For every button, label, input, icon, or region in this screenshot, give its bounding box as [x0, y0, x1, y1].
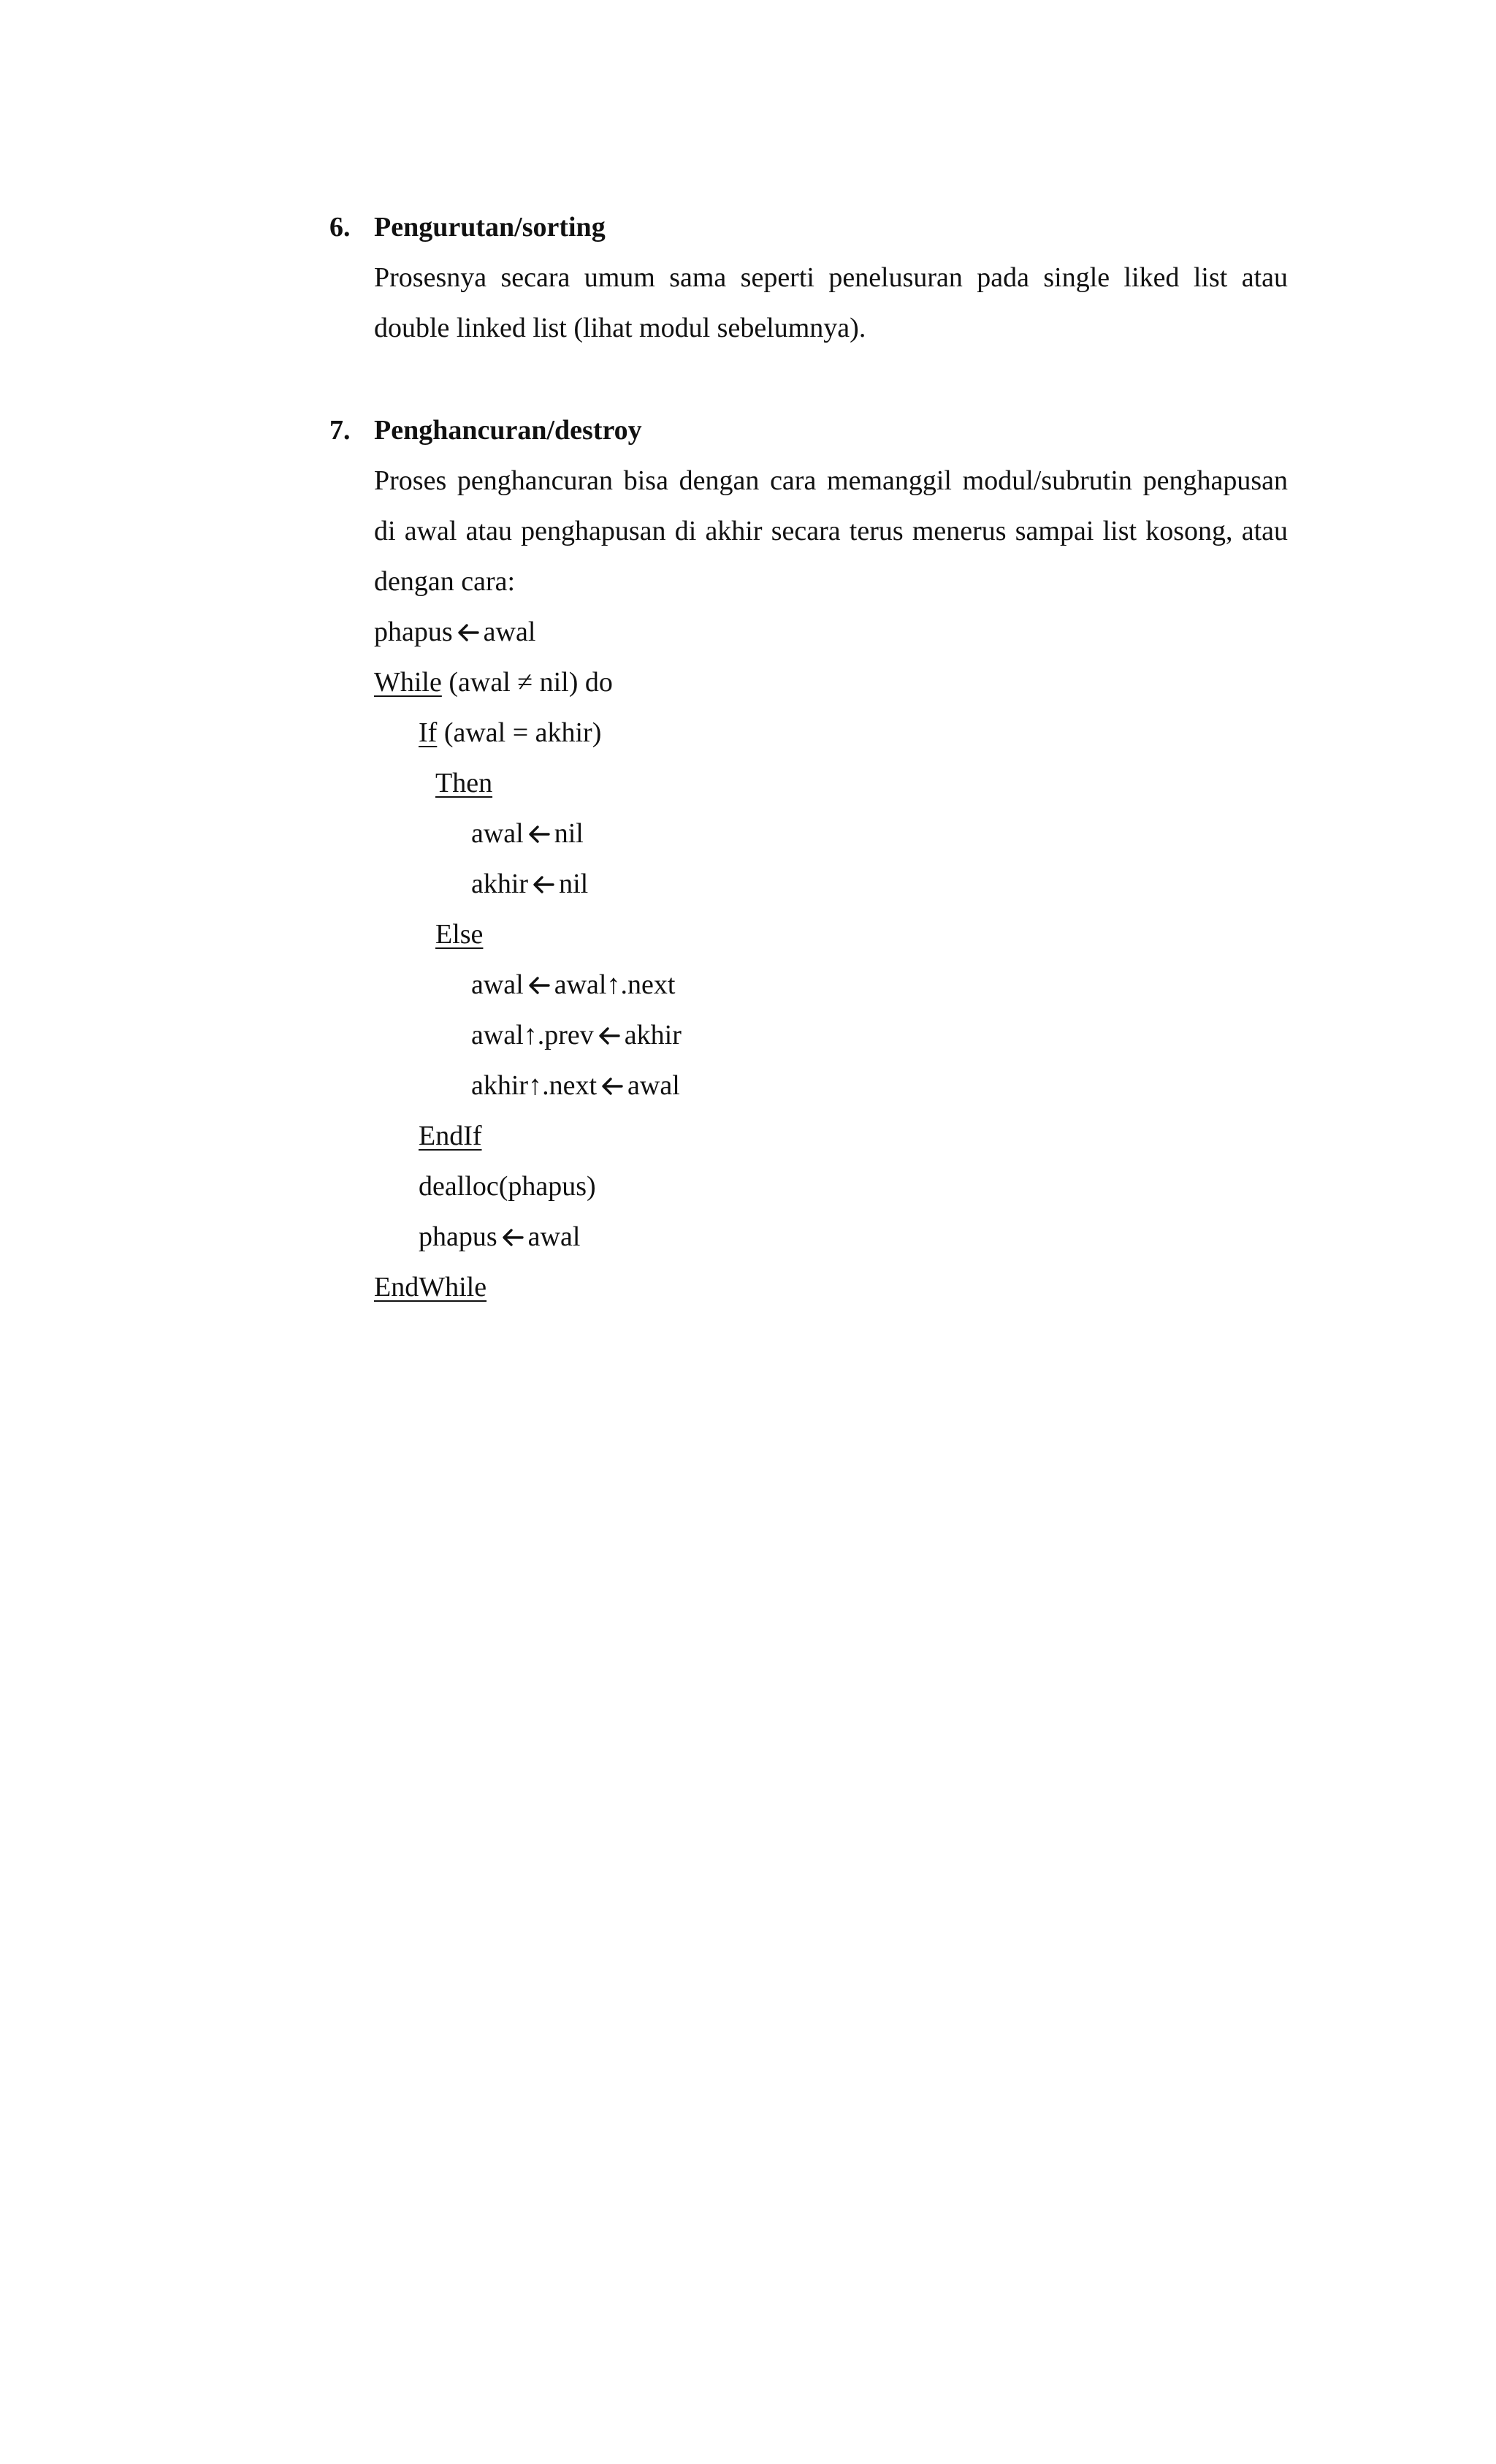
code-line-4 [374, 758, 1288, 809]
section-6-title: Pengurutan/sorting [374, 212, 606, 243]
keyword-then: Then [435, 768, 493, 798]
code-line-1: phapus awal [374, 617, 536, 647]
section-7-body [374, 405, 1288, 1313]
keyword-endwhile: EndWhile [374, 1272, 487, 1302]
code-line-10: akhir↑.next awal [471, 1070, 680, 1101]
left-arrow-icon [531, 874, 556, 895]
keyword-if: If [419, 717, 438, 748]
keyword-else: Else [435, 919, 484, 950]
code-line-9: awal↑.prev akhir [471, 1020, 682, 1050]
pseudocode-block [374, 607, 1288, 1313]
code-line-13: phapus awal [419, 1221, 581, 1252]
code-line-5: awal nil [471, 818, 584, 849]
section-7-title: Penghancuran/destroy [374, 415, 642, 446]
code-line-6: akhir nil [471, 869, 589, 899]
code-line-14 [374, 1262, 1288, 1313]
left-arrow-icon [600, 1076, 625, 1096]
section-7-number: 7. [329, 415, 351, 446]
keyword-while: While [374, 667, 442, 698]
code-line-8: awal awal↑.next [471, 969, 676, 1000]
code-line-12: dealloc(phapus) [419, 1171, 596, 1202]
left-arrow-icon [527, 975, 552, 996]
left-arrow-icon [456, 622, 481, 643]
keyword-endif: EndIf [419, 1121, 482, 1151]
left-arrow-icon [500, 1227, 525, 1248]
code-line-2: While (awal ≠ nil) do [374, 667, 613, 698]
section-6-number: 6. [329, 212, 351, 243]
section-6-paragraph: Prosesnya secara umum sama seperti penelusuran pada single liked list atau double linked list (lihat modul sebelumnya). [374, 262, 1288, 343]
section-6-body [374, 202, 1288, 354]
left-arrow-icon [527, 824, 552, 844]
code-line-11 [374, 1111, 1288, 1162]
left-arrow-icon [597, 1026, 622, 1046]
section-7-paragraph: Proses penghancuran bisa dengan cara memanggil modul/subrutin penghapusan di awal atau penghapusan di akhir secara terus menerus sampai list kosong, atau dengan cara: [374, 465, 1288, 597]
code-line-3: If (awal = akhir) [419, 717, 602, 748]
code-line-7 [374, 909, 1288, 960]
